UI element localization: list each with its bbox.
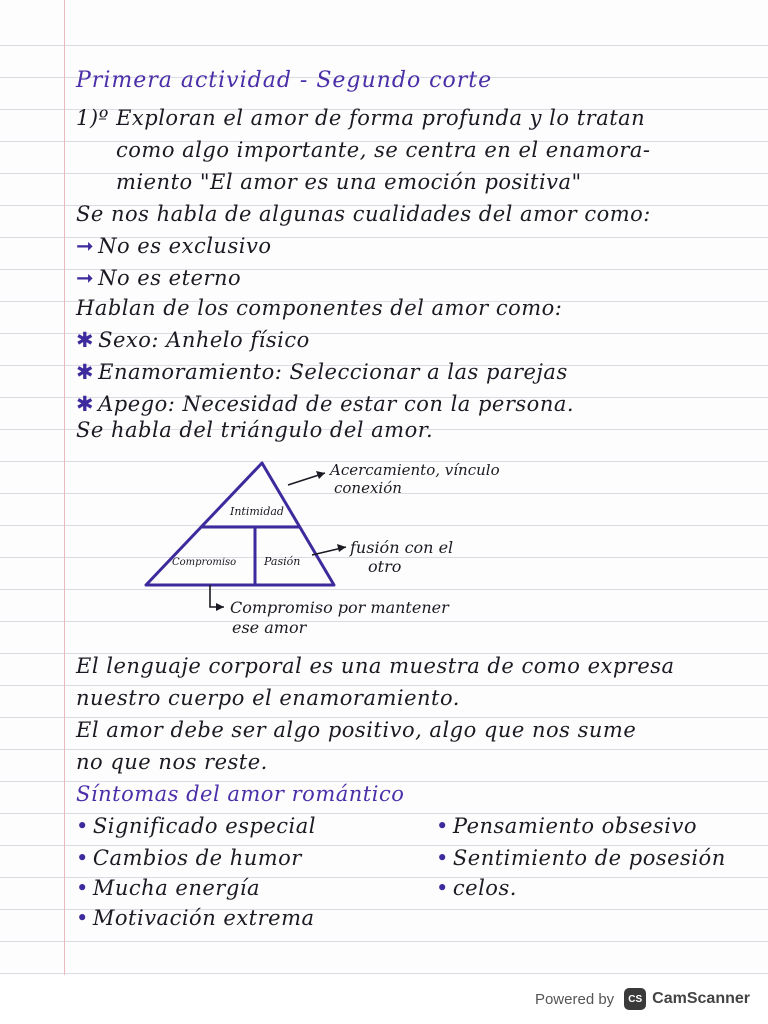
symptom-item: • Significado especial — [76, 814, 316, 838]
symptoms-row — [76, 846, 728, 870]
arrowhead-bottom-icon — [216, 603, 224, 611]
love-triangle-diagram — [120, 455, 680, 645]
powered-by-label: Powered by — [534, 990, 615, 1008]
asterisk-bullet-icon: ✱ — [76, 360, 95, 384]
note-top-line-2: conexión — [334, 479, 402, 497]
note-top-line-1: Acercamiento, vínculo — [330, 461, 500, 479]
triangle-intro: Se habla del triángulo del amor. — [76, 418, 434, 442]
component-item: ✱ Apego: Necesidad de estar con la persona. — [76, 392, 575, 416]
quality-item: ➞ No es exclusivo — [76, 234, 272, 258]
symptoms-row — [76, 814, 728, 838]
paragraph-1-line-1: 1)º Exploran el amor de forma profunda y lo tratan — [76, 106, 646, 130]
component-item: ✱ Sexo: Anhelo físico — [76, 328, 310, 352]
symptom-item: • Sentimiento de posesión — [436, 846, 726, 870]
note-right-line-2: otro — [368, 557, 402, 576]
dot-bullet-icon: • — [76, 814, 89, 838]
qualities-intro: Se nos habla de algunas cualidades del amor como: — [76, 202, 651, 226]
dot-bullet-icon: • — [436, 876, 449, 900]
triangle-label-passion: Pasión — [264, 555, 301, 568]
symptom-item: • Motivación extrema — [76, 906, 315, 930]
paragraph-3-line-2: no que nos reste. — [76, 750, 268, 774]
symptoms-row — [76, 906, 728, 930]
triangle-label-intimacy: Intimidad — [230, 505, 284, 518]
margin-line — [64, 0, 65, 975]
dot-bullet-icon: • — [436, 814, 449, 838]
triangle-label-commitment: Compromiso — [172, 557, 237, 568]
asterisk-bullet-icon: ✱ — [76, 392, 95, 416]
paragraph-1-line-2: como algo importante, se centra en el enamora- — [116, 138, 651, 162]
paragraph-2-line-2: nuestro cuerpo el enamoramiento. — [76, 686, 460, 710]
camscanner-watermark — [535, 985, 750, 1013]
page-title: Primera actividad - Segundo corte — [76, 68, 493, 93]
arrow-bullet-icon: ➞ — [76, 266, 95, 290]
symptom-item: • Pensamiento obsesivo — [436, 814, 697, 838]
symptom-item: • celos. — [436, 876, 517, 900]
symptoms-row — [76, 876, 728, 900]
symptom-item: • Cambios de humor — [76, 846, 302, 870]
paragraph-1-line-3: miento "El amor es una emoción positiva" — [116, 170, 582, 194]
note-bottom-line-1: Compromiso por mantener — [230, 598, 449, 617]
quality-item: ➞ No es eterno — [76, 266, 242, 290]
asterisk-bullet-icon: ✱ — [76, 328, 95, 352]
camscanner-brand: CamScanner — [652, 990, 750, 1007]
dot-bullet-icon: • — [436, 846, 449, 870]
camscanner-logo-icon: CS — [624, 988, 646, 1010]
dot-bullet-icon: • — [76, 906, 89, 930]
symptoms-title: Síntomas del amor romántico — [76, 782, 405, 806]
dot-bullet-icon: • — [76, 876, 89, 900]
paragraph-2-line-1: El lenguaje corporal es una muestra de como expresa — [76, 654, 675, 678]
component-item: ✱ Enamoramiento: Seleccionar a las parejas — [76, 360, 568, 384]
components-intro: Hablan de los componentes del amor como: — [76, 296, 563, 320]
note-right-line-1: fusión con el — [350, 538, 454, 557]
dot-bullet-icon: • — [76, 846, 89, 870]
note-bottom-line-2: ese amor — [232, 618, 307, 637]
arrow-bullet-icon: ➞ — [76, 234, 95, 258]
paragraph-3-line-1: El amor debe ser algo positivo, algo que nos sume — [76, 718, 637, 742]
symptom-item: • Mucha energía — [76, 876, 260, 900]
